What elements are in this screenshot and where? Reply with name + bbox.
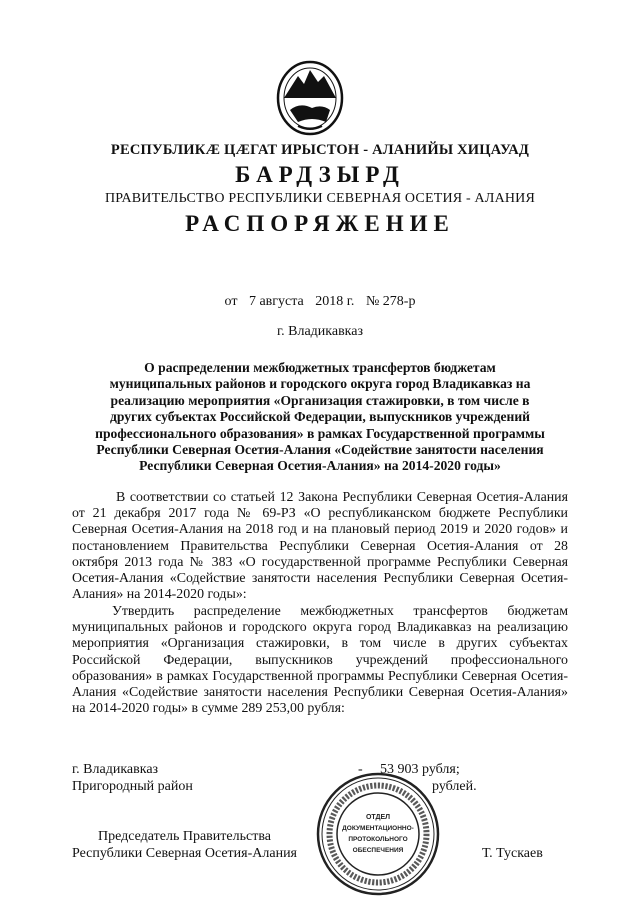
signatory-name: Т. Тускаев xyxy=(482,846,543,861)
russian-government-heading: ПРАВИТЕЛЬСТВО РЕСПУБЛИКИ СЕВЕРНАЯ ОСЕТИЯ - АЛАНИЯ xyxy=(104,191,536,206)
title-line: Республики Северная Осетия-Алания «Содействие занятости населения xyxy=(96,442,544,458)
document-date: 7 августа xyxy=(248,294,304,309)
ossetian-document-type: БАРДЗЫРД xyxy=(235,162,405,187)
stamp-text-line: ПРОТОКОЛЬНОГО xyxy=(348,836,408,843)
title-line: муниципальных районов и городского округа город Владикавказ на xyxy=(109,376,531,392)
document-title xyxy=(72,360,568,475)
stamp-text-line: ДОКУМЕНТАЦИОННО- xyxy=(342,825,414,832)
allocation-name: Пригородный район xyxy=(72,779,193,794)
signatory-position-line-1: Председатель Правительства xyxy=(98,829,271,844)
document-city: г. Владикавказ xyxy=(276,324,364,339)
title-line: реализацию мероприятия «Организация стажировки, в том числе в xyxy=(110,392,530,408)
title-line: Республики Северная Осетия-Алания» на 2014-2020 годы» xyxy=(139,458,501,474)
document-year: 2018 г. xyxy=(315,294,355,309)
preamble-paragraph: В соответствии со статьей 12 Закона Республики Северная Осетия-Алания от 21 декабря 2017 года № 69-РЗ «О республиканском бюджете Республики Северная Осетия-Алания на 2018 год и на плановый период 2019 и 2020 годов» и постановлением Правительства Республики Северная Осетия-Алания от 28 октября 2013 года № 383 «О государственной программе Республики Северная Осетия-Алания «Содействие занятости населения Республики Северная Осетия-Алания» на 2014-2020 годы»: xyxy=(72,490,568,603)
date-from-label: от xyxy=(224,294,238,309)
stamp-text-line: ОБЕСПЕЧЕНИЯ xyxy=(352,847,404,854)
signatory-position-line-2: Республики Северная Осетия-Алания xyxy=(72,846,297,861)
stamp-text-line: ОТДЕЛ xyxy=(365,814,391,821)
russian-document-type: РАСПОРЯЖЕНИЕ xyxy=(185,211,455,236)
resolution-paragraph: Утвердить распределение межбюджетных трансфертов бюджетам муниципальных районов и городского округа город Владикавказ на реализацию мероприятия «Организация стажировки, в том числе в других субъектах Российской Федерации, выпускников учреждений профессионального образования» в рамках Государственной программы Республики Северная Осетия-Алания «Содействие занятости населения Республики Северная Осетия-Алания» на 2014-2020 годы» в сумме 289 253,00 рубля: xyxy=(72,604,568,717)
title-line: других субъектах Российской Федерации, выпускников учреждений xyxy=(110,409,530,425)
allocation-dash: - xyxy=(358,762,363,777)
document-number: № 278-р xyxy=(365,294,416,309)
document-date-line xyxy=(0,294,640,310)
allocation-amount: 53 903 рубля; xyxy=(380,762,460,777)
title-line: О распределении межбюджетных трансфертов бюджетам xyxy=(144,360,496,375)
allocation-name: г. Владикавказ xyxy=(72,762,159,777)
allocation-amount: рублей. xyxy=(432,779,477,794)
title-line: профессионального образования» в рамках Государственной программы xyxy=(95,425,545,441)
ossetian-government-heading: РЕСПУБЛИКÆ ЦÆГАТ ИРЫСТОН - АЛАНИЙЫ ХИЦАУАД xyxy=(110,142,530,158)
coat-of-arms-emblem xyxy=(268,52,352,148)
official-seal-stamp xyxy=(314,770,442,898)
